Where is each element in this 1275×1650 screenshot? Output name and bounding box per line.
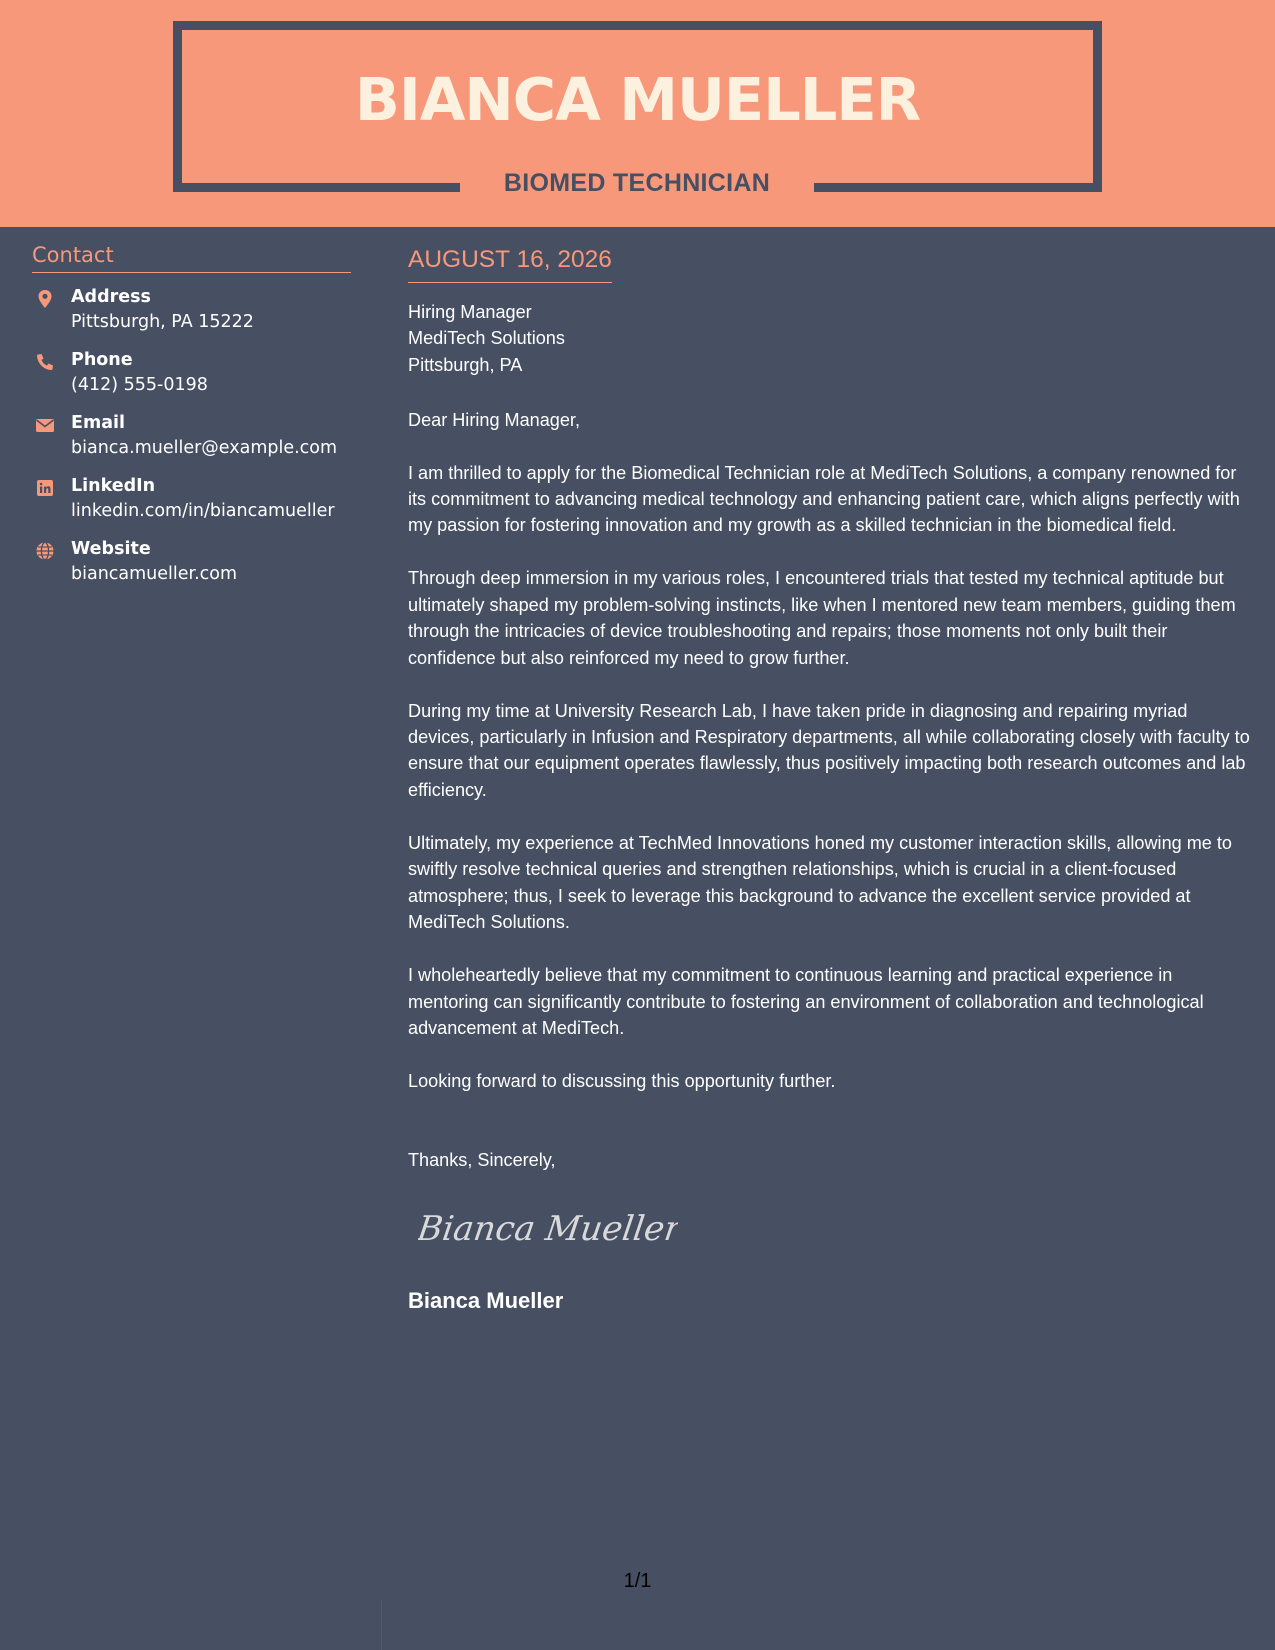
paragraph: Ultimately, my experience at TechMed Innovations honed my customer interaction skills, allowing me to swiftly resolve technical queries and strengthen relationships, which is crucial in a client-focused atmosphere; thus, I seek to leverage this background to advance the excellent service provided at MediTech Solutions. [408, 832, 1232, 933]
contact-website-label: Website [71, 539, 151, 559]
contact-address-value: Pittsburgh, PA 15222 [71, 312, 254, 332]
contact-phone-value: (412) 555-0198 [71, 375, 208, 395]
signer-name: Bianca Mueller [408, 1287, 564, 1313]
contact-linkedin-label: LinkedIn [71, 476, 156, 496]
paragraph: Looking forward to discussing this opportunity further. [408, 1070, 836, 1091]
job-title-container [460, 163, 814, 203]
contact-heading: Contact [32, 240, 351, 273]
contact-website [32, 537, 351, 600]
closing: Thanks, Sincerely, [408, 1150, 556, 1171]
contact-email-label: Email [71, 413, 125, 433]
letter-paragraphs [408, 460, 1253, 1095]
header-banner [0, 0, 1275, 227]
map-pin-icon [35, 289, 55, 309]
contact-list [32, 285, 351, 600]
signature-image [418, 1198, 678, 1258]
contact-sidebar [32, 240, 351, 600]
contact-linkedin-value[interactable]: linkedin.com/in/biancamueller [71, 501, 335, 521]
paragraph: I am thrilled to apply for the Biomedical Technician role at MediTech Solutions, a company renowned for its commitment to advancing medical technology and enhancing patient care, which aligns perfectly with my passion for fostering innovation and my growth as a skilled technician in the biomedical field. [408, 462, 1240, 536]
contact-address [32, 285, 351, 348]
recipient-title: Hiring Manager [408, 302, 532, 322]
phone-icon [35, 352, 55, 372]
contact-email [32, 411, 351, 474]
recipient-company: MediTech Solutions [408, 328, 565, 349]
column-divider [381, 1600, 382, 1650]
paragraph: I wholeheartedly believe that my commitment to continuous learning and practical experience in mentoring can significantly contribute to fostering an environment of collaboration and technological advancement at MediTech. [408, 965, 1204, 1038]
paragraph: During my time at University Research Lab, I have taken pride in diagnosing and repairing myriad devices, particularly in Infusion and Respiratory departments, all while collaborating closely with faculty to ensure that our equipment operates flawlessly, thus positively impacting both research outcomes and lab efficiency. [408, 700, 1250, 800]
envelope-icon [35, 415, 55, 435]
contact-phone-label: Phone [71, 350, 133, 370]
contact-email-value[interactable]: bianca.mueller@example.com [71, 438, 338, 458]
contact-address-label: Address [71, 287, 151, 307]
applicant-name: BIANCA MUELLER [354, 65, 921, 134]
paragraph: Through deep immersion in my various roles, I encountered trials that tested my technical aptitude but ultimately shaped my problem-solving instincts, like when I mentored new team members, guiding them through the intricacies of device troubleshooting and repairs; those moments not only built their confidence but also reinforced my need to grow further. [408, 568, 1236, 668]
recipient-block [408, 299, 1253, 378]
letter-date: AUGUST 16, 2026 [408, 244, 612, 283]
signature-text: Bianca Mueller [418, 1208, 678, 1249]
contact-website-value[interactable]: biancamueller.com [71, 564, 238, 584]
globe-icon [35, 541, 55, 561]
contact-phone [32, 348, 351, 411]
recipient-location: Pittsburgh, PA [408, 354, 523, 375]
salutation: Dear Hiring Manager, [408, 410, 580, 431]
job-title: BIOMED TECHNICIAN [503, 168, 771, 197]
letter-body [408, 244, 1253, 1316]
page-number: 1/1 [623, 1570, 652, 1592]
contact-linkedin [32, 474, 351, 537]
linkedin-icon [35, 478, 55, 498]
